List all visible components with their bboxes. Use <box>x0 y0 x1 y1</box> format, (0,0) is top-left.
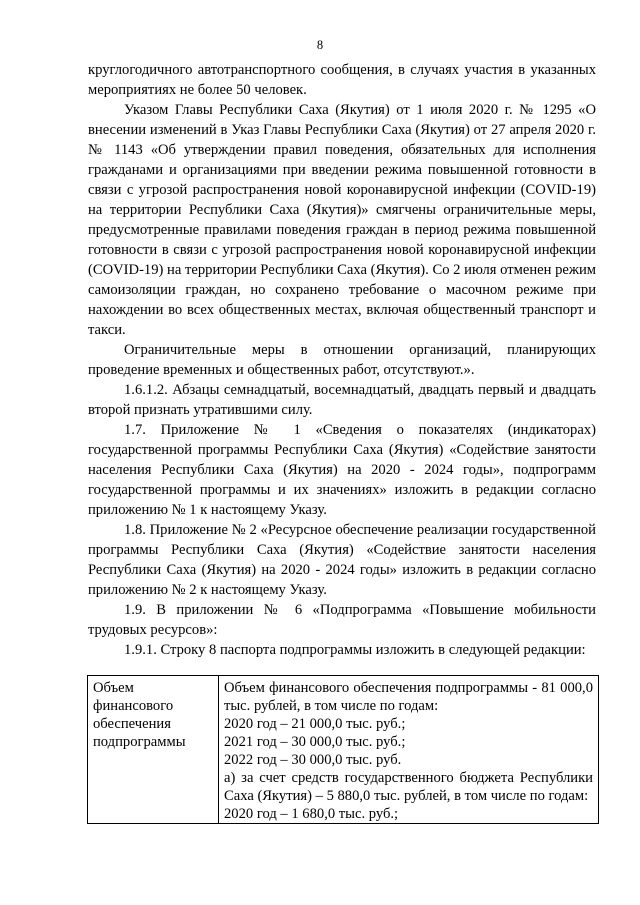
paragraph: Ограничительные меры в отношении организаций, планирующих проведение временных и общественных работ, отсутствуют.». <box>88 342 596 378</box>
document-body <box>88 60 596 660</box>
passport-table <box>87 675 599 824</box>
table-line: Объем финансового обеспечения подпрограммы - 81 000,0 тыс. рублей, в том числе по годам: <box>224 680 593 714</box>
table-line: а) за счет средств государственного бюджета Республики Саха (Якутия) – 5 880,0 тыс. рублей, в том числе по годам: <box>224 770 593 804</box>
table-row <box>88 676 599 824</box>
paragraph: 1.9. В приложении № 6 «Подпрограмма «Повышение мобильности трудовых ресурсов»: <box>88 602 596 638</box>
passport-table-wrapper <box>87 675 599 824</box>
paragraph: 1.8. Приложение № 2 «Ресурсное обеспечение реализации государственной программы Республики Саха (Якутия) «Содействие занятости населения Республики Саха (Якутия) на 2020 - 2024 годы» изложить в редакции согласно приложению № 2 к настоящему Указу. <box>88 522 596 598</box>
paragraph: 1.9.1. Строку 8 паспорта подпрограммы изложить в следующей редакции: <box>124 642 586 658</box>
paragraph: Указом Главы Республики Саха (Якутия) от 1 июля 2020 г. № 1295 «О внесении изменений в Указ Главы Республики Саха (Якутия) от 27 апреля 2020 г. № 1143 «Об утверждении правил поведения, обязательных для исполнения гражданами и организациями при введении режима повышенной готовности в связи с угрозой распространения новой коронавирусной инфекции (COVID-19) на территории Республики Саха (Якутия)» смягчены ограничительные меры, предусмотренные правилами поведения граждан в период режима повышенной готовности в связи с угрозой распространения новой коронавирусной инфекции (COVID-19) на территории Республики Саха (Якутия). Со 2 июля отменен режим самоизоляции граждан, но сохранено требование о масочном режиме при нахождении во всех общественных местах, включая общественный транспорт и такси. <box>88 102 596 338</box>
table-line: 2020 год – 1 680,0 тыс. руб.; <box>224 806 399 822</box>
paragraph: 1.6.1.2. Абзацы семнадцатый, восемнадцатый, двадцать первый и двадцать второй признать утратившими силу. <box>88 382 596 418</box>
paragraph: 1.7. Приложение № 1 «Сведения о показателях (индикаторах) государственной программы Республики Саха (Якутия) «Содействие занятости населения Республики Саха (Якутия) на 2020 - 2024 годы», подпрограмм государственной программы и их значениях» изложить в редакции согласно приложению № 1 к настоящему Указу. <box>88 422 596 518</box>
paragraph: круглогодичного автотранспортного сообщения, в случаях участия в указанных мероприятиях не более 50 человек. <box>88 62 596 98</box>
page-number: 8 <box>316 38 324 52</box>
table-line: 2021 год – 30 000,0 тыс. руб.; <box>224 734 406 750</box>
table-line: 2022 год – 30 000,0 тыс. руб. <box>224 752 402 768</box>
table-label-cell: Объем финансового обеспечения подпрограммы <box>88 676 219 824</box>
table-line: 2020 год – 21 000,0 тыс. руб.; <box>224 716 406 732</box>
table-value-cell <box>219 676 599 824</box>
